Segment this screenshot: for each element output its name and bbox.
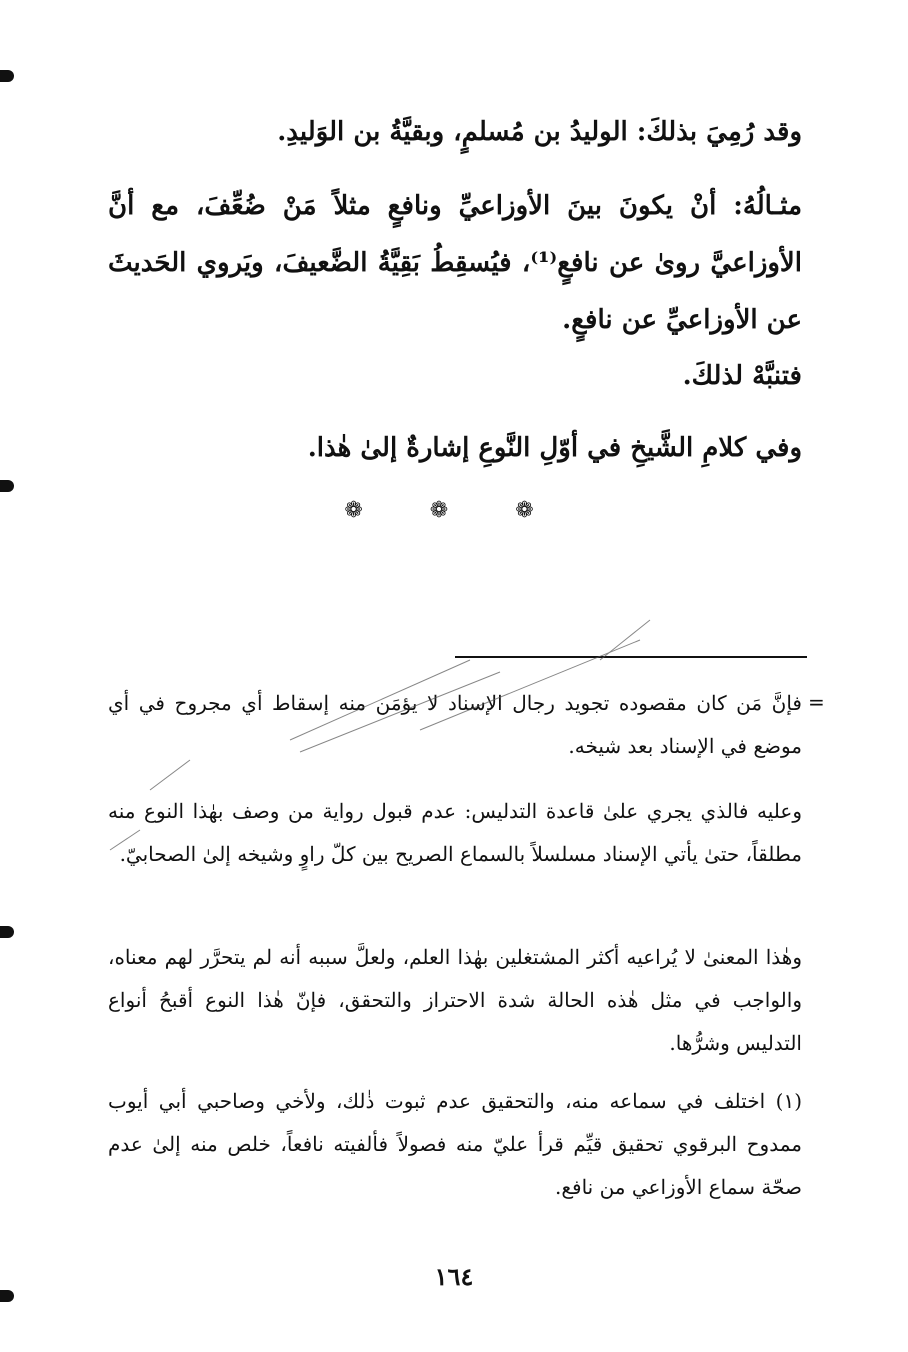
scan-edge-mark: [0, 926, 14, 938]
scan-edge-mark: [0, 1290, 14, 1302]
section-ornaments: ❁ ❁ ❁: [344, 498, 564, 523]
body-paragraph: وفي كلامِ الشَّيخِ في أوّلِ النَّوعِ إشارةٌ إلىٰ هٰذا.: [307, 433, 802, 463]
footnote-paragraph: وهٰذا المعنىٰ لا يُراعيه أكثر المشتغلين بهٰذا العلم، ولعلَّ سببه أنه لم يتحرَّر لهم معناه، والواجب في مثل هٰذه الحالة شدة الاحتراز والتحقق، فإنّ هٰذا النوع أقبحُ أنواع التدليس وشرُّها.: [108, 945, 802, 1055]
footnote-1: (١) اختلف في سماعه منه، والتحقيق عدم ثبوت ذٰلك، ولأخي وصاحبي أبي أيوب ممدوح البرقوي تحقيق قيِّم قرأ عليّ منه فصولاً فألفيته نافعاً، خلص منه إلىٰ عدم صحّة سماع الأوزاعي من نافع.: [108, 1089, 802, 1199]
scan-edge-mark: [0, 70, 14, 82]
scan-edge-mark: [0, 480, 14, 492]
footnote-continuation-mark: =: [808, 690, 825, 714]
body-paragraph: وقد رُمِيَ بذلكَ: الوليدُ بن مُسلمٍ، وبقيَّةُ بن الوَليدِ.: [277, 117, 802, 147]
footnote-paragraph: فإنَّ مَن كان مقصوده تجويد رجال الإسناد لا يؤمَن منه إسقاط أي مجروح في أي موضع في الإسناد بعد شيخه.: [108, 691, 802, 758]
body-paragraph: فتنبَّهْ لذلكَ.: [682, 361, 802, 391]
footnote-paragraph: وعليه فالذي يجري علىٰ قاعدة التدليس: عدم قبول رواية من وصف بهٰذا النوع منه مطلقاً، حتىٰ يأتي الإسناد مسلسلاً بالسماع الصريح بين كلّ راوٍ وشيخه إلىٰ الصحابيّ.: [108, 799, 803, 866]
footnote-separator: [455, 656, 807, 658]
body-paragraph: مثـالُهُ: أنْ يكونَ بينَ الأوزاعيِّ ونافعٍ مثلاً مَنْ ضُعِّفَ، مع أنَّ الأوزاعيَّ روىٰ عن نافعٍ⁽¹⁾، فيُسقِطُ بَقِيَّةُ الضَّعيفَ، ويَروي الحَديثَ عن الأوزاعيِّ عن نافعٍ.: [108, 191, 802, 335]
page-number: ١٦٤: [434, 1262, 474, 1291]
